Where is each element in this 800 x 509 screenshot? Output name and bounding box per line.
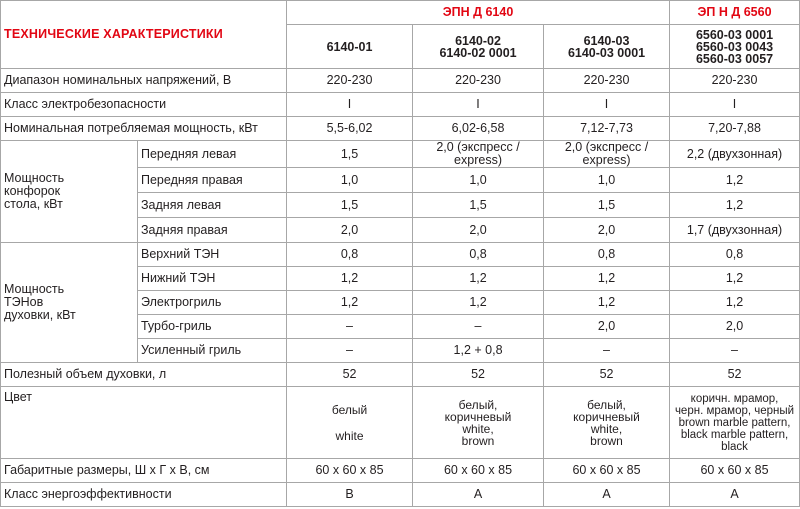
cell-value: 7,12-7,73	[544, 117, 670, 141]
cell-value: 52	[544, 363, 670, 387]
table-row	[1, 243, 800, 267]
group-label	[1, 141, 138, 243]
color-line: белый,	[587, 397, 626, 412]
cell-value: I	[287, 93, 413, 117]
color-line: коричневый	[573, 409, 640, 424]
model-code: 6560-03 0057	[695, 51, 774, 66]
group-label-line: Мощность	[4, 282, 65, 296]
cell-value: –	[413, 315, 544, 339]
cell-value	[287, 387, 413, 459]
cell-value: 220-230	[287, 69, 413, 93]
cell-value: 2,0	[544, 218, 670, 243]
cell-value: 1,5	[413, 193, 544, 218]
cell-value: 1,5	[544, 193, 670, 218]
row-label: Класс энергоэффективности	[1, 483, 287, 507]
brand-header: ЭПН Д 6140	[287, 1, 670, 25]
cell-value: A	[544, 483, 670, 507]
cell-value: 1,0	[544, 168, 670, 193]
color-line: black marble pattern,	[680, 428, 789, 441]
cell-value: 60 x 60 x 85	[670, 459, 800, 483]
cell-value: –	[287, 339, 413, 363]
model-code: 6560-03 0043	[695, 39, 774, 54]
row-label: Диапазон номинальных напряжений, В	[1, 69, 287, 93]
cell-value: 2,2 (двухзонная)	[670, 141, 800, 168]
sub-label: Передняя левая	[138, 141, 287, 168]
row-label: Габаритные размеры, Ш х Г х В, см	[1, 459, 287, 483]
model-header	[544, 25, 670, 69]
cell-value: –	[287, 315, 413, 339]
table-row	[1, 141, 800, 168]
cell-value: 5,5-6,02	[287, 117, 413, 141]
color-line: черн. мрамор, черный	[674, 404, 795, 417]
cell-value: 0,8	[670, 243, 800, 267]
table-title: ТЕХНИЧЕСКИЕ ХАРАКТЕРИСТИКИ	[1, 1, 287, 69]
model-code: 6140-03 0001	[567, 45, 646, 60]
cell-value: 52	[413, 363, 544, 387]
cell-value: 1,2 + 0,8	[413, 339, 544, 363]
color-line: белый,	[458, 397, 498, 412]
sub-label: Электрогриль	[138, 291, 287, 315]
cell-value: 220-230	[670, 69, 800, 93]
group-label-line: стола, кВт	[4, 197, 63, 211]
model-code: 6560-03 0001	[695, 27, 774, 42]
cell-value: 2,0 (экспресс / express)	[544, 141, 670, 168]
model-code: 6140-01	[326, 39, 373, 54]
table-row	[1, 117, 800, 141]
cell-value: 1,7 (двухзонная)	[670, 218, 800, 243]
model-header	[287, 25, 413, 69]
sub-label: Усиленный гриль	[138, 339, 287, 363]
color-line: white,	[590, 421, 623, 436]
cell-value: 2,0	[670, 315, 800, 339]
model-header	[670, 25, 800, 69]
cell-value: 1,2	[670, 291, 800, 315]
model-code: 6140-02	[455, 33, 501, 48]
cell-value: 2,0	[544, 315, 670, 339]
cell-value: A	[413, 483, 544, 507]
cell-value: 1,0	[413, 168, 544, 193]
model-header	[413, 25, 544, 69]
table-row	[1, 483, 800, 507]
cell-value: 52	[670, 363, 800, 387]
sub-label: Задняя правая	[138, 218, 287, 243]
color-line: white	[335, 428, 364, 443]
row-label: Класс электробезопасности	[1, 93, 287, 117]
brand-header: ЭП Н Д 6560	[670, 1, 800, 25]
cell-value: I	[544, 93, 670, 117]
cell-value: 220-230	[544, 69, 670, 93]
color-line: белый	[331, 402, 368, 417]
group-label	[1, 243, 138, 363]
cell-value: I	[413, 93, 544, 117]
cell-value: –	[670, 339, 800, 363]
table-row	[1, 363, 800, 387]
cell-value: A	[670, 483, 800, 507]
cell-value: 60 x 60 x 85	[413, 459, 544, 483]
cell-value: 1,2	[670, 168, 800, 193]
cell-value: 7,20-7,88	[670, 117, 800, 141]
cell-value	[670, 387, 800, 459]
cell-value: 2,0	[413, 218, 544, 243]
cell-value: 1,5	[287, 193, 413, 218]
color-line: brown	[590, 433, 623, 448]
cell-value: 1,2	[287, 267, 413, 291]
color-line: коричневый	[444, 409, 512, 424]
cell-value: 2,0 (экспресс / express)	[413, 141, 544, 168]
cell-value: 52	[287, 363, 413, 387]
cell-value: 1,2	[413, 291, 544, 315]
cell-value: 1,2	[670, 193, 800, 218]
cell-value: 1,2	[544, 291, 670, 315]
model-code: 6140-02 0001	[439, 45, 517, 60]
group-label-line: ТЭНов	[4, 295, 44, 309]
cell-value	[413, 387, 544, 459]
cell-value: 60 x 60 x 85	[287, 459, 413, 483]
row-label: Цвет	[1, 387, 287, 459]
group-label-line: Мощность	[4, 171, 65, 185]
cell-value: I	[670, 93, 800, 117]
cell-value: 220-230	[413, 69, 544, 93]
table-row	[1, 69, 800, 93]
cell-value: 1,2	[413, 267, 544, 291]
cell-value: 0,8	[544, 243, 670, 267]
color-line: brown marble pattern,	[678, 416, 791, 429]
cell-value: 0,8	[287, 243, 413, 267]
group-label-line: духовки, кВт	[4, 308, 76, 322]
cell-value: 60 x 60 x 85	[544, 459, 670, 483]
row-label: Номинальная потребляемая мощность, кВт	[1, 117, 287, 141]
cell-value: B	[287, 483, 413, 507]
cell-value: 1,2	[544, 267, 670, 291]
cell-value: 6,02-6,58	[413, 117, 544, 141]
cell-value: 0,8	[413, 243, 544, 267]
sub-label: Нижний ТЭН	[138, 267, 287, 291]
sub-label: Передняя правая	[138, 168, 287, 193]
color-line: white,	[462, 421, 494, 436]
sub-label: Турбо-гриль	[138, 315, 287, 339]
cell-value: 1,0	[287, 168, 413, 193]
cell-value: 1,2	[670, 267, 800, 291]
sub-label: Верхний ТЭН	[138, 243, 287, 267]
cell-value: 1,2	[287, 291, 413, 315]
cell-value: 2,0	[287, 218, 413, 243]
table-row	[1, 459, 800, 483]
color-line: brown	[461, 433, 495, 448]
cell-value: –	[544, 339, 670, 363]
group-label-line: конфорок	[4, 184, 61, 198]
model-code: 6140-03	[583, 33, 630, 48]
table-row	[1, 93, 800, 117]
table-row	[1, 387, 800, 459]
sub-label: Задняя левая	[138, 193, 287, 218]
cell-value	[544, 387, 670, 459]
color-line: black	[721, 440, 748, 453]
row-label: Полезный объем духовки, л	[1, 363, 287, 387]
color-line: коричн. мрамор,	[690, 392, 779, 405]
cell-value: 1,5	[287, 141, 413, 168]
